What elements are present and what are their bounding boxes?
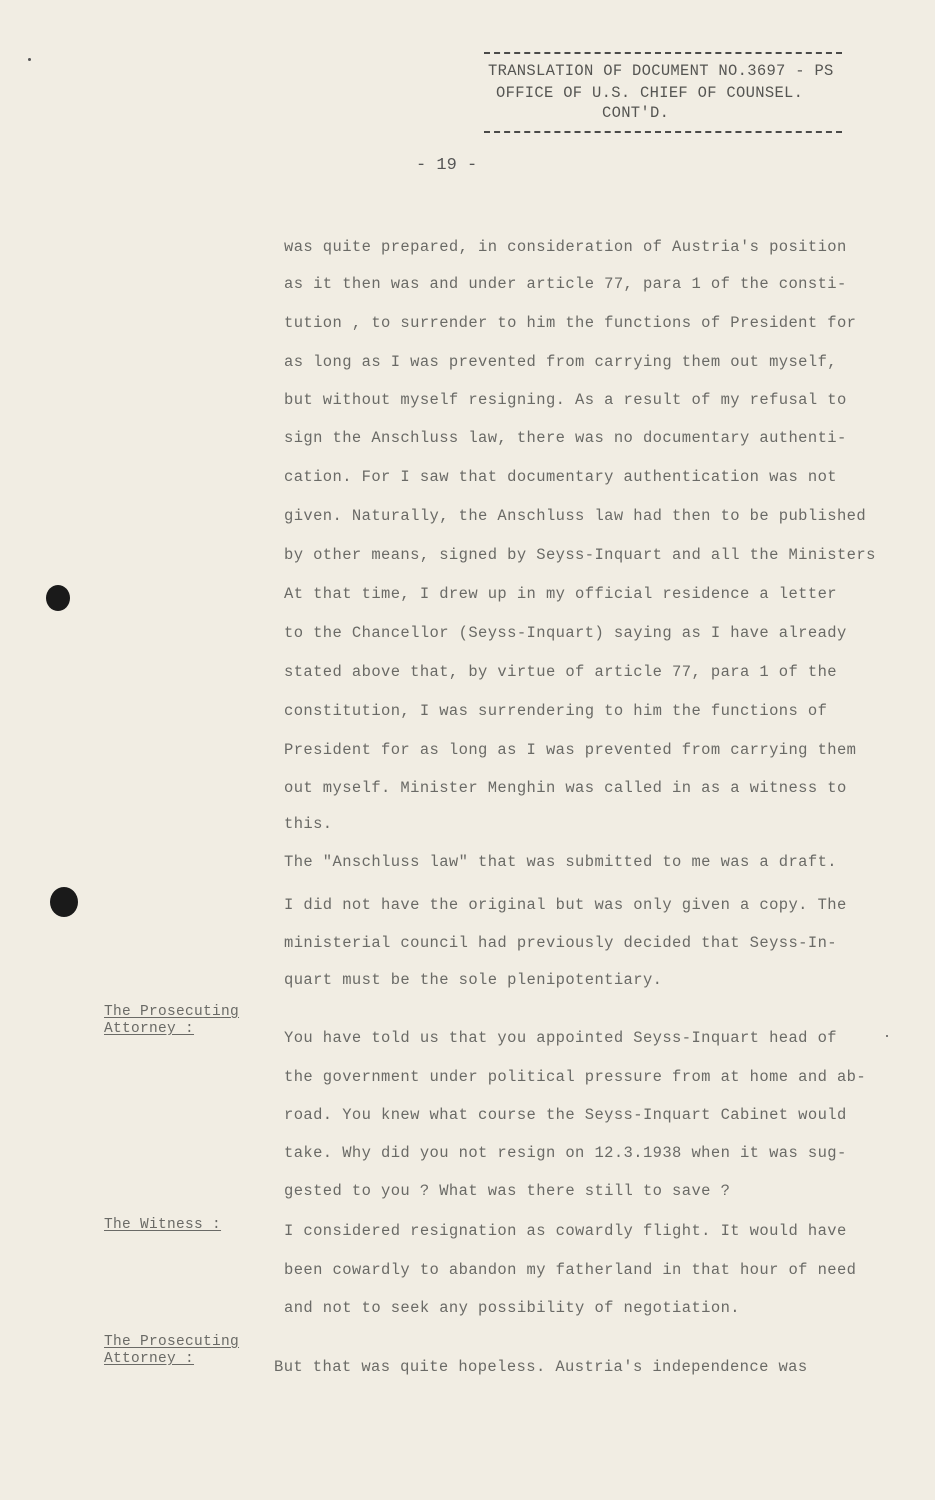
body-line: cation. For I saw that documentary authentication was not xyxy=(284,468,837,486)
body-line: constitution, I was surrendering to him the functions of xyxy=(284,702,828,720)
body-line: and not to seek any possibility of negotiation. xyxy=(284,1299,740,1317)
body-line: as long as I was prevented from carrying them out myself, xyxy=(284,353,837,371)
body-line: take. Why did you not resign on 12.3.1938 when it was sug- xyxy=(284,1144,847,1162)
body-line: given. Naturally, the Anschluss law had then to be published xyxy=(284,507,867,525)
speaker-label-line: The Prosecuting xyxy=(104,1334,240,1350)
body-line: was quite prepared, in consideration of Austria's position xyxy=(284,238,847,256)
punch-hole xyxy=(50,887,78,917)
body-line: road. You knew what course the Seyss-Inquart Cabinet would xyxy=(284,1106,847,1124)
body-line: The "Anschluss law" that was submitted to me was a draft. xyxy=(284,853,837,871)
speaker-label-line: Attorney : xyxy=(104,1021,195,1037)
body-line: But that was quite hopeless. Austria's independence was xyxy=(274,1358,808,1376)
speaker-label-line: Attorney : xyxy=(104,1351,195,1367)
body-line: been cowardly to abandon my fatherland in that hour of need xyxy=(284,1261,857,1279)
body-line: by other means, signed by Seyss-Inquart and all the Ministers xyxy=(284,546,876,564)
body-line: sign the Anschluss law, there was no documentary authenti- xyxy=(284,429,847,447)
body-line: the government under political pressure from at home and ab- xyxy=(284,1068,867,1086)
body-line: tution , to surrender to him the functions of President for xyxy=(284,314,857,332)
header-office-line: OFFICE OF U.S. CHIEF OF COUNSEL. xyxy=(496,84,804,102)
speaker-label-line: The Witness : xyxy=(104,1217,222,1233)
paper-speck xyxy=(886,1035,888,1037)
body-line: At that time, I drew up in my official residence a letter xyxy=(284,585,837,603)
body-line: You have told us that you appointed Seyss-Inquart head of xyxy=(284,1029,837,1047)
header-bottom-rule xyxy=(484,131,842,133)
page-number: - 19 - xyxy=(416,156,478,175)
body-line: stated above that, by virtue of article 77, para 1 of the xyxy=(284,663,837,681)
body-line: I did not have the original but was only given a copy. The xyxy=(284,896,847,914)
header-translation-line: TRANSLATION OF DOCUMENT NO.3697 - PS xyxy=(488,62,834,80)
body-line: ministerial council had previously decided that Seyss-In- xyxy=(284,934,837,952)
header-top-rule xyxy=(484,52,842,54)
body-line: out myself. Minister Menghin was called in as a witness to xyxy=(284,779,847,797)
body-line: this. xyxy=(284,815,333,833)
speaker-label-prosecuting-attorney xyxy=(104,1004,239,1038)
paper-speck xyxy=(28,58,31,61)
body-line: to the Chancellor (Seyss-Inquart) saying as I have already xyxy=(284,624,847,642)
body-line: quart must be the sole plenipotentiary. xyxy=(284,971,663,989)
body-line: but without myself resigning. As a result of my refusal to xyxy=(284,391,847,409)
body-line: as it then was and under article 77, para 1 of the consti- xyxy=(284,275,847,293)
body-line: President for as long as I was prevented from carrying them xyxy=(284,741,857,759)
header-contd-line: CONT'D. xyxy=(602,104,670,122)
speaker-label-prosecuting-attorney xyxy=(104,1334,239,1368)
speaker-label-witness xyxy=(104,1217,221,1234)
punch-hole xyxy=(46,585,70,611)
body-line: gested to you ? What was there still to save ? xyxy=(284,1182,731,1200)
body-line: I considered resignation as cowardly flight. It would have xyxy=(284,1222,847,1240)
speaker-label-line: The Prosecuting xyxy=(104,1004,240,1020)
